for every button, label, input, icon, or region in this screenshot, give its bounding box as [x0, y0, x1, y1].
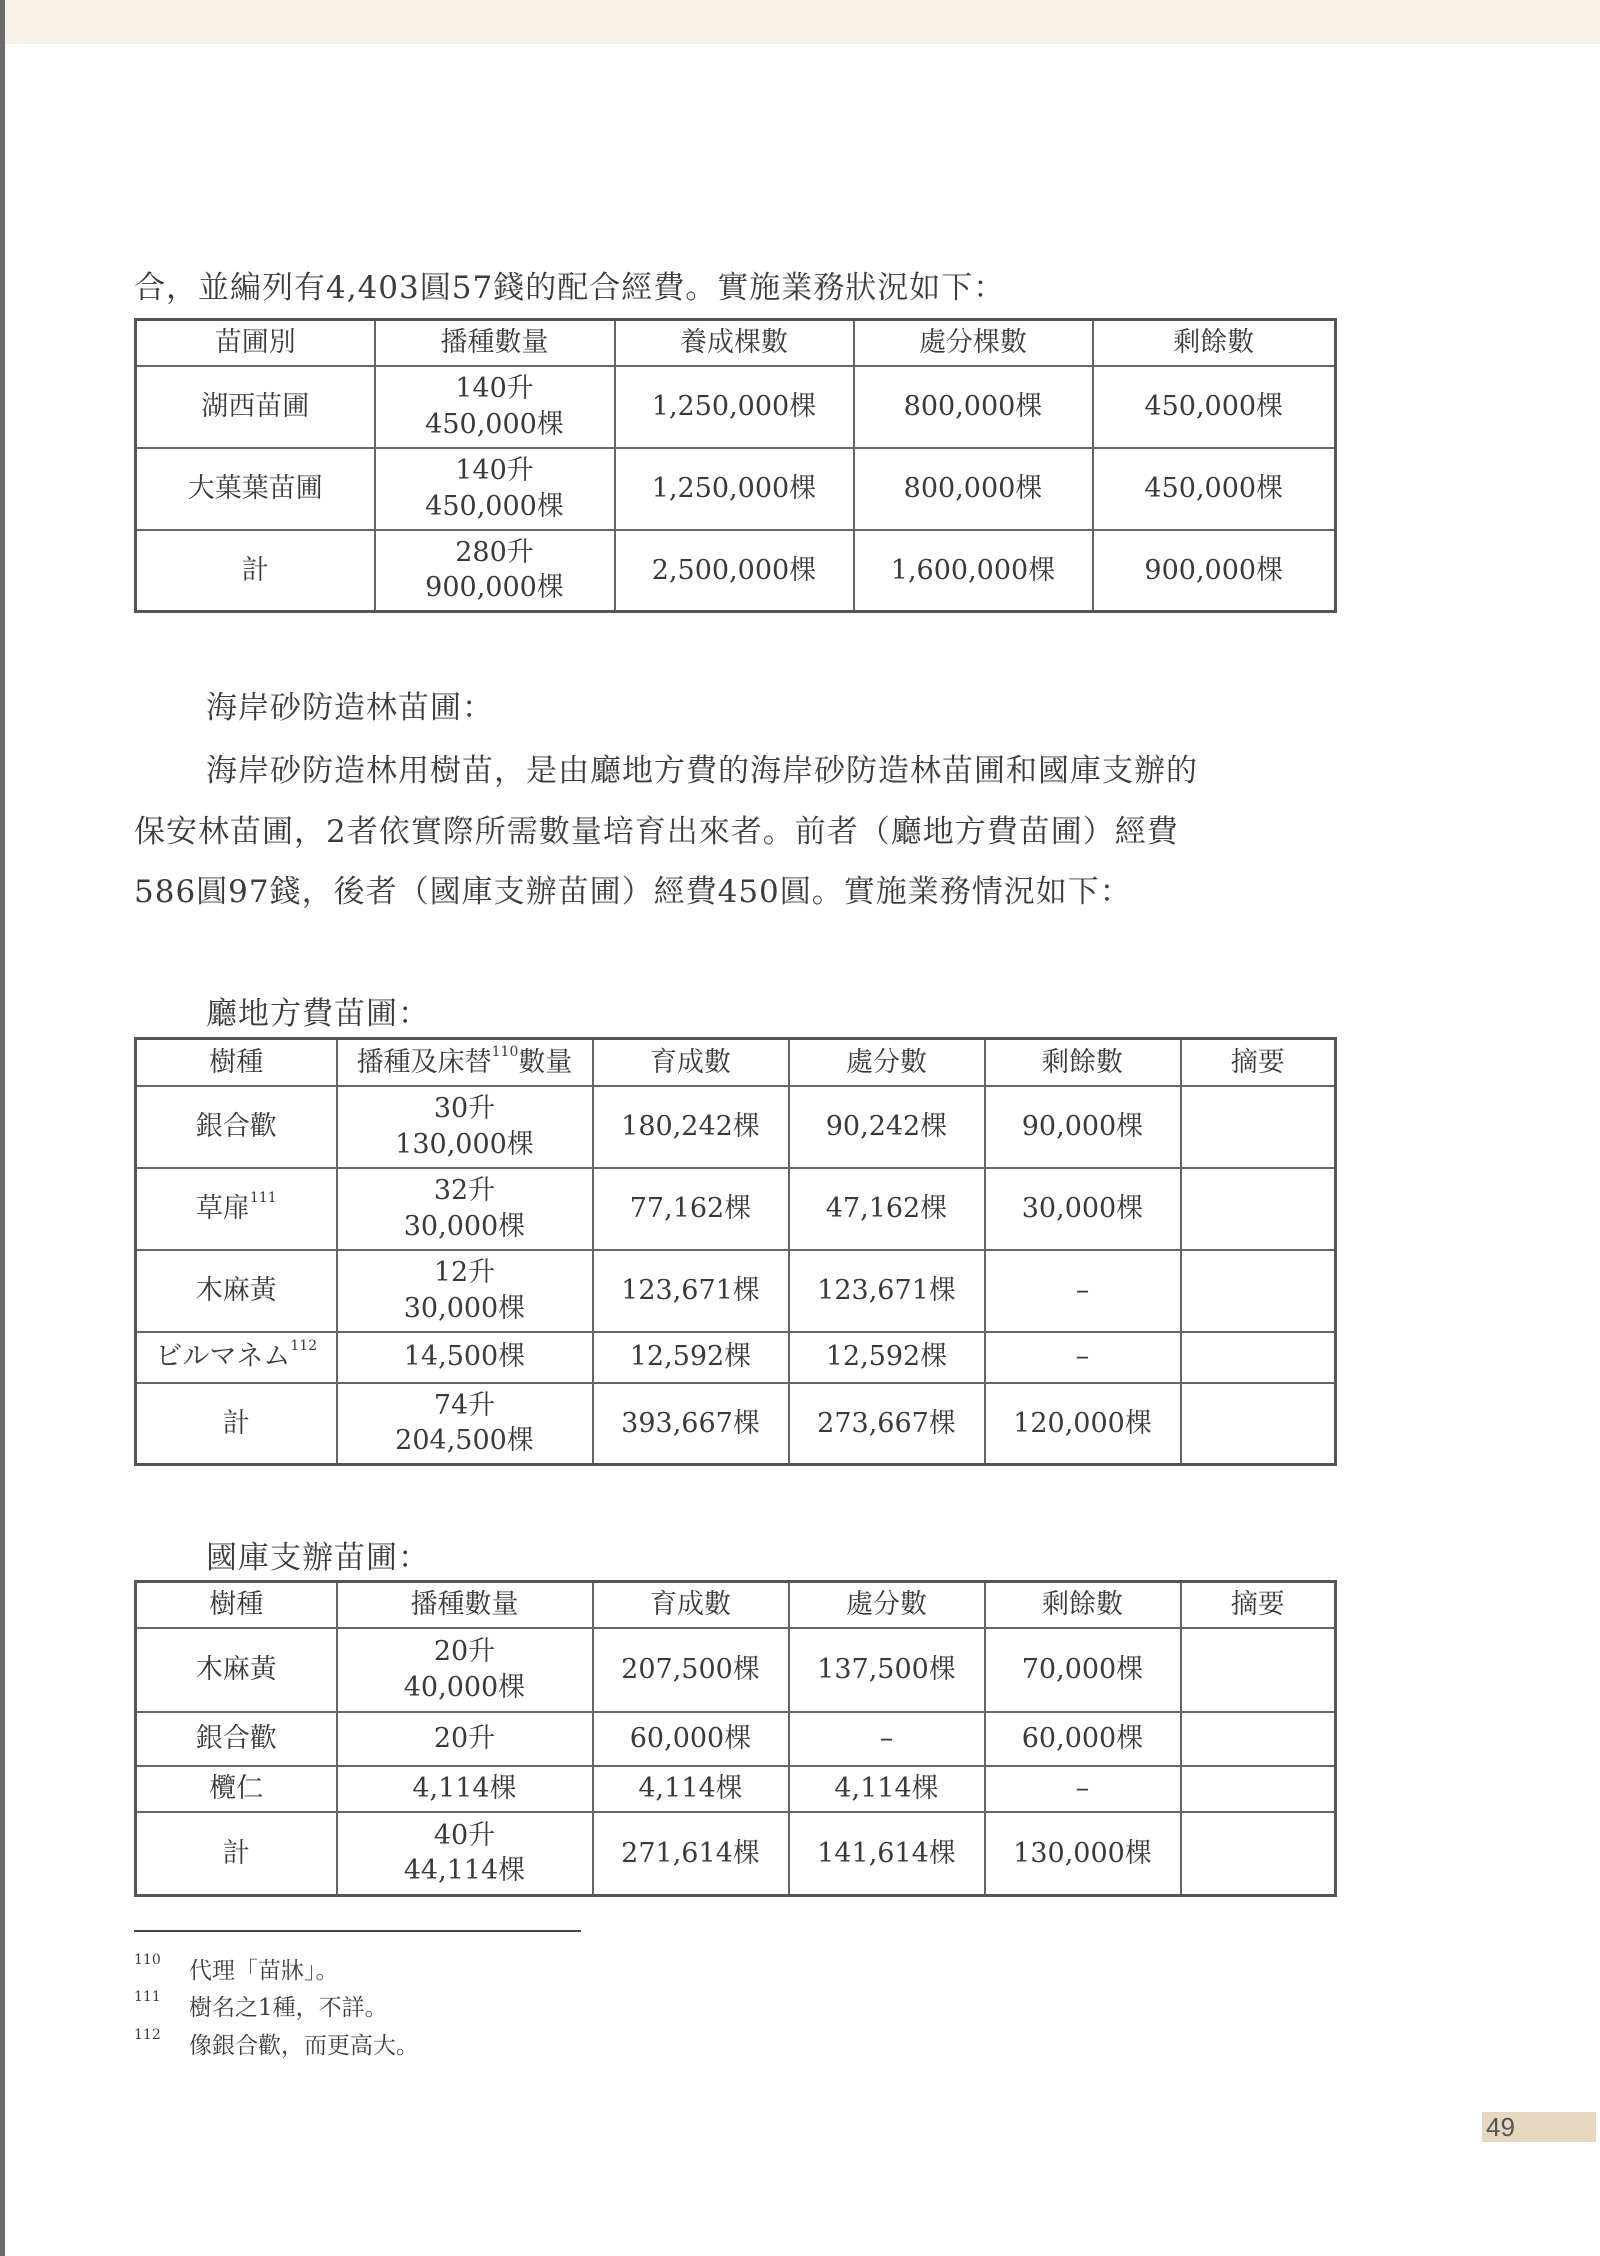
- sowing-volume: 32升: [433, 1175, 496, 1207]
- footnote-ref: 112: [290, 1338, 318, 1355]
- sowing-volume: 40升: [433, 1820, 496, 1852]
- header-cell: 處分數: [789, 1039, 985, 1086]
- remarks-cell: [1181, 1712, 1336, 1766]
- table-row: [136, 1250, 1336, 1332]
- sowing-cell: [337, 1168, 593, 1250]
- sowing-count: 30,000棵: [403, 1210, 526, 1242]
- sowing-count: 450,000棵: [425, 490, 564, 522]
- table-row: [136, 1766, 1336, 1812]
- grown-count: 123,671棵: [593, 1250, 789, 1332]
- remaining-count: –: [985, 1332, 1181, 1383]
- grown-count: 393,667棵: [593, 1383, 789, 1465]
- species-cell: [136, 1332, 337, 1383]
- species-name: 計: [222, 1407, 250, 1439]
- table-header-row: [136, 320, 1336, 366]
- species-name: ビルマネム: [155, 1341, 291, 1373]
- grown-count: 77,162棵: [593, 1168, 789, 1250]
- footnote-number: 111: [134, 1989, 161, 2005]
- header-text: 數量: [518, 1046, 573, 1078]
- sowing-volume: 30升: [433, 1093, 496, 1125]
- table-row-total: [136, 530, 1336, 612]
- header-cell: 摘要: [1181, 1039, 1336, 1086]
- header-cell: 樹種: [136, 1582, 337, 1628]
- disposed-count: 4,114棵: [789, 1766, 985, 1812]
- remarks-cell: [1181, 1168, 1336, 1250]
- grown-count: 2,500,000棵: [615, 530, 854, 612]
- sowing-volume: 140升: [455, 455, 534, 487]
- remarks-cell: [1181, 1332, 1336, 1383]
- remaining-count: 120,000棵: [985, 1383, 1181, 1465]
- sowing-volume: 20升: [433, 1722, 496, 1754]
- page-edge: [0, 0, 5, 2256]
- table-row-total: [136, 1383, 1336, 1465]
- nursery-name: 大菓葉苗圃: [136, 448, 375, 530]
- remaining-count: 450,000棵: [1093, 448, 1336, 530]
- sowing-cell: [337, 1766, 593, 1812]
- paragraph-line: 海岸砂防造林用樹苗，是由廳地方費的海岸砂防造林苗圃和國庫支辦的: [206, 753, 1198, 789]
- sowing-volume: 140升: [455, 373, 534, 405]
- disposed-count: 90,242棵: [789, 1086, 985, 1168]
- header-cell: 剩餘數: [985, 1039, 1181, 1086]
- table-row: [136, 448, 1336, 530]
- header-cell: 播種數量: [375, 320, 615, 366]
- sowing-count: 130,000棵: [395, 1128, 534, 1160]
- species-name: 草扉: [195, 1192, 250, 1224]
- grown-count: 60,000棵: [593, 1712, 789, 1766]
- table-row: [136, 366, 1336, 448]
- sowing-cell: [337, 1332, 593, 1383]
- disposed-count: 800,000棵: [854, 448, 1093, 530]
- sowing-cell: [337, 1383, 593, 1465]
- sowing-cell: [337, 1628, 593, 1712]
- sowing-count: 40,000棵: [403, 1671, 526, 1703]
- header-cell: 摘要: [1181, 1582, 1336, 1628]
- disposed-count: –: [789, 1712, 985, 1766]
- header-cell: [337, 1039, 593, 1086]
- sowing-count: 30,000棵: [403, 1292, 526, 1324]
- sowing-volume: 20升: [433, 1636, 496, 1668]
- footnote-ref: 110: [491, 1043, 519, 1060]
- paragraph-line: 586圓97錢，後者（國庫支辦苗圃）經費450圓。實施業務情況如下：: [134, 874, 1132, 910]
- remarks-cell: [1181, 1086, 1336, 1168]
- species-cell: [136, 1812, 337, 1896]
- remarks-cell: [1181, 1628, 1336, 1712]
- disposed-count: 137,500棵: [789, 1628, 985, 1712]
- table-national-nursery: [134, 1580, 1337, 1897]
- sowing-count: 450,000棵: [425, 408, 564, 440]
- table-row: [136, 1086, 1336, 1168]
- header-cell: 處分棵數: [854, 320, 1093, 366]
- table-local-nursery: [134, 1037, 1337, 1466]
- species-cell: [136, 1766, 337, 1812]
- species-name: 銀合歡: [195, 1110, 277, 1142]
- species-name: 欖仁: [209, 1772, 264, 1804]
- section-heading: 海岸砂防造林苗圃：: [206, 690, 494, 726]
- sowing-volume: 12升: [433, 1257, 496, 1289]
- footnote: [134, 1989, 388, 2022]
- remarks-cell: [1181, 1812, 1336, 1896]
- sowing-cell: [375, 448, 615, 530]
- header-cell: 苗圃別: [136, 320, 375, 366]
- footnote-text: 像銀合歡，而更高大。: [189, 2033, 419, 2059]
- remaining-count: 900,000棵: [1093, 530, 1336, 612]
- species-cell: [136, 1086, 337, 1168]
- table-row: [136, 1712, 1336, 1766]
- header-cell: 樹種: [136, 1039, 337, 1086]
- grown-count: 12,592棵: [593, 1332, 789, 1383]
- sowing-volume: 14,500棵: [403, 1341, 526, 1373]
- remaining-count: 70,000棵: [985, 1628, 1181, 1712]
- header-cell: 剩餘數: [1093, 320, 1336, 366]
- remarks-cell: [1181, 1766, 1336, 1812]
- footnote-number: 112: [134, 2027, 161, 2043]
- grown-count: 4,114棵: [593, 1766, 789, 1812]
- sowing-cell: [337, 1812, 593, 1896]
- header-cell: 處分數: [789, 1582, 985, 1628]
- remaining-count: 30,000棵: [985, 1168, 1181, 1250]
- species-name: 計: [222, 1837, 250, 1869]
- footnote-divider: [134, 1930, 581, 1932]
- species-cell: [136, 1168, 337, 1250]
- footnote-text: 樹名之1種，不詳。: [189, 1995, 388, 2021]
- disposed-count: 12,592棵: [789, 1332, 985, 1383]
- remaining-count: 60,000棵: [985, 1712, 1181, 1766]
- header-cell: 播種數量: [337, 1582, 593, 1628]
- disposed-count: 47,162棵: [789, 1168, 985, 1250]
- header-text: 播種及床替: [356, 1046, 492, 1078]
- grown-count: 1,250,000棵: [615, 366, 854, 448]
- paragraph-line: 保安林苗圃，2者依實際所需數量培育出來者。前者（廳地方費苗圃）經費: [134, 814, 1179, 850]
- footnote-ref: 111: [249, 1189, 277, 1206]
- species-name: 木麻黃: [195, 1274, 277, 1306]
- grown-count: 1,250,000棵: [615, 448, 854, 530]
- header-cell: 養成棵數: [615, 320, 854, 366]
- grown-count: 271,614棵: [593, 1812, 789, 1896]
- sowing-cell: [337, 1712, 593, 1766]
- sowing-count: 204,500棵: [395, 1425, 534, 1457]
- table2-title: 廳地方費苗圃：: [206, 996, 430, 1032]
- grown-count: 180,242棵: [593, 1086, 789, 1168]
- table-row: [136, 1628, 1336, 1712]
- species-cell: [136, 1250, 337, 1332]
- table-header-row: [136, 1582, 1336, 1628]
- nursery-name: 湖西苗圃: [136, 366, 375, 448]
- footnote: [134, 2027, 419, 2060]
- table-header-row: [136, 1039, 1336, 1086]
- species-cell: [136, 1383, 337, 1465]
- sowing-cell: [375, 366, 615, 448]
- table3-title: 國庫支辦苗圃：: [206, 1540, 430, 1576]
- sowing-count: 900,000棵: [425, 572, 564, 604]
- nursery-name: 計: [136, 530, 375, 612]
- scan-top-band: [0, 0, 1600, 44]
- sowing-volume: 4,114棵: [412, 1772, 517, 1804]
- disposed-count: 141,614棵: [789, 1812, 985, 1896]
- remaining-count: 450,000棵: [1093, 366, 1336, 448]
- disposed-count: 273,667棵: [789, 1383, 985, 1465]
- table-row-total: [136, 1812, 1336, 1896]
- footnote-number: 110: [134, 1952, 161, 1968]
- species-cell: [136, 1712, 337, 1766]
- sowing-volume: 74升: [433, 1390, 496, 1422]
- disposed-count: 123,671棵: [789, 1250, 985, 1332]
- sowing-cell: [337, 1086, 593, 1168]
- species-name: 銀合歡: [195, 1722, 277, 1754]
- remaining-count: 90,000棵: [985, 1086, 1181, 1168]
- remaining-count: –: [985, 1250, 1181, 1332]
- remaining-count: 130,000棵: [985, 1812, 1181, 1896]
- disposed-count: 800,000棵: [854, 366, 1093, 448]
- sowing-count: 44,114棵: [403, 1855, 526, 1887]
- species-cell: [136, 1628, 337, 1712]
- header-cell: 育成數: [593, 1582, 789, 1628]
- sowing-volume: 280升: [455, 537, 534, 569]
- footnote-text: 代理「苗牀」。: [189, 1958, 339, 1984]
- sowing-cell: [375, 530, 615, 612]
- header-cell: 育成數: [593, 1039, 789, 1086]
- disposed-count: 1,600,000棵: [854, 530, 1093, 612]
- table-row: [136, 1168, 1336, 1250]
- table-row: [136, 1332, 1336, 1383]
- species-name: 木麻黃: [195, 1653, 277, 1685]
- table-nursery-summary: [134, 318, 1337, 613]
- grown-count: 207,500棵: [593, 1628, 789, 1712]
- intro-line: 合，並編列有4,403圓57錢的配合經費。實施業務狀況如下：: [134, 270, 1006, 306]
- sowing-cell: [337, 1250, 593, 1332]
- remaining-count: –: [985, 1766, 1181, 1812]
- header-cell: 剩餘數: [985, 1582, 1181, 1628]
- remarks-cell: [1181, 1383, 1336, 1465]
- remarks-cell: [1181, 1250, 1336, 1332]
- page-number: 49: [1482, 2112, 1596, 2142]
- footnote: [134, 1952, 339, 1985]
